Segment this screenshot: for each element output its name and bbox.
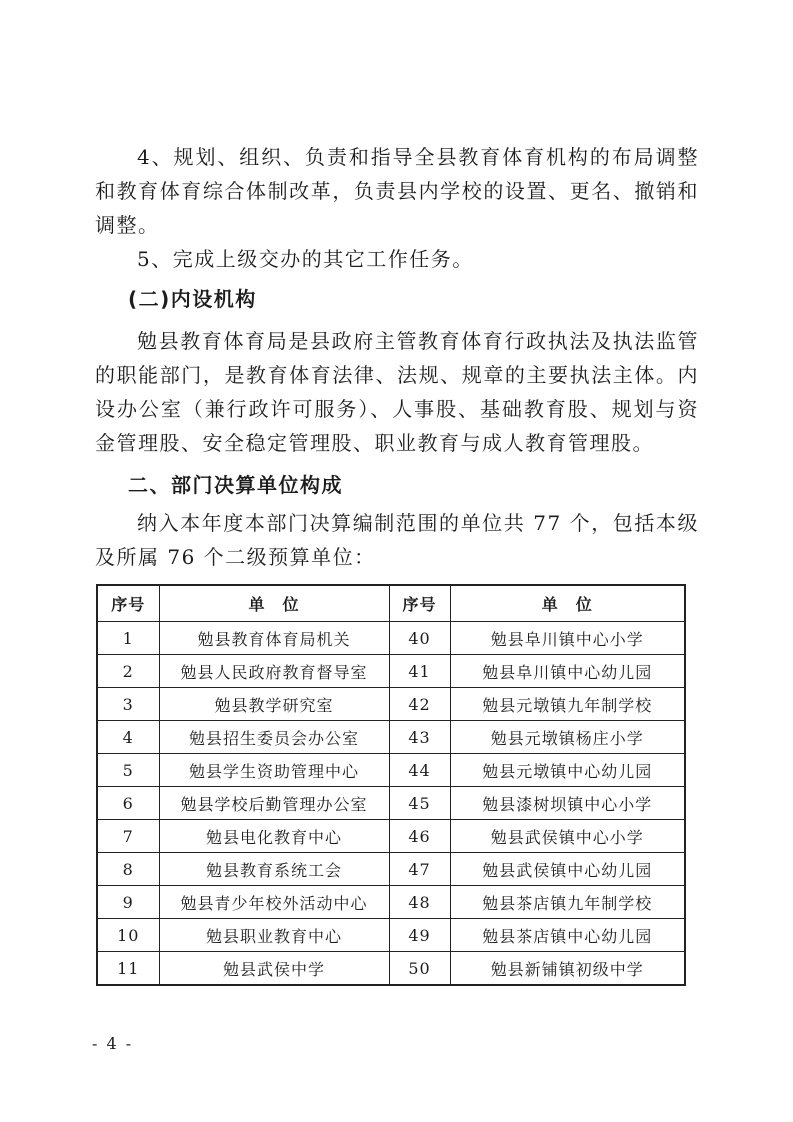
cell-unit-name: 勉县武侯中学 [159, 952, 389, 986]
paragraph-internal-structure: 勉县教育体育局是县政府主管教育体育行政执法及执法监管的职能部门，是教育体育法律、法规、规章的主要执法主体。内设办公室（兼行政许可服务）、人事股、基础教育股、规划与资金管理股、安全稳定管理股、职业教育与成人教育管理股。 [95, 329, 699, 455]
paragraph-budget-units-intro: 纳入本年度本部门决算编制范围的单位共 77 个，包括本级及所属 76 个二级预算单位： [95, 511, 699, 569]
table-row [97, 754, 685, 787]
cell-unit-name: 勉县教育系统工会 [159, 853, 389, 886]
header-serial-right: 序号 [389, 585, 450, 622]
cell-serial: 48 [389, 886, 450, 919]
cell-serial: 5 [97, 754, 159, 787]
cell-serial: 7 [97, 820, 159, 853]
cell-unit-name: 勉县武侯镇中心幼儿园 [450, 853, 685, 886]
cell-serial: 9 [97, 886, 159, 919]
cell-serial: 44 [389, 754, 450, 787]
heading-internal-structure: (二)内设机构 [128, 287, 257, 311]
cell-unit-name: 勉县漆树坝镇中心小学 [450, 787, 685, 820]
cell-serial: 1 [97, 622, 159, 655]
cell-unit-name: 勉县阜川镇中心幼儿园 [450, 655, 685, 688]
table-row [97, 688, 685, 721]
cell-unit-name: 勉县茶店镇九年制学校 [450, 886, 685, 919]
cell-unit-name: 勉县教育体育局机关 [159, 622, 389, 655]
table-row [97, 853, 685, 886]
cell-unit-name: 勉县青少年校外活动中心 [159, 886, 389, 919]
cell-unit-name: 勉县元墩镇中心幼儿园 [450, 754, 685, 787]
cell-serial: 11 [97, 952, 159, 986]
cell-serial: 41 [389, 655, 450, 688]
cell-serial: 47 [389, 853, 450, 886]
cell-unit-name: 勉县职业教育中心 [159, 919, 389, 952]
cell-unit-name: 勉县元墩镇九年制学校 [450, 688, 685, 721]
table-row [97, 886, 685, 919]
table-row [97, 820, 685, 853]
heading-budget-unit-composition: 二、部门决算单位构成 [128, 473, 343, 497]
cell-serial: 4 [97, 721, 159, 754]
cell-unit-name: 勉县人民政府教育督导室 [159, 655, 389, 688]
cell-serial: 43 [389, 721, 450, 754]
table-row [97, 622, 685, 655]
header-unit-left: 单 位 [159, 585, 389, 622]
table-row [97, 655, 685, 688]
paragraph-duty-item-5: 5、完成上级交办的其它工作任务。 [137, 247, 474, 271]
paragraph-duty-item-4: 4、规划、组织、负责和指导全县教育体育机构的布局调整和教育体育综合体制改革，负责县内学校的设置、更名、撤销和调整。 [95, 145, 699, 237]
table-header-row [97, 585, 685, 622]
table-row [97, 919, 685, 952]
document-body [95, 0, 699, 986]
cell-serial: 6 [97, 787, 159, 820]
cell-serial: 10 [97, 919, 159, 952]
cell-unit-name: 勉县茶店镇中心幼儿园 [450, 919, 685, 952]
cell-unit-name: 勉县招生委员会办公室 [159, 721, 389, 754]
cell-unit-name: 勉县阜川镇中心小学 [450, 622, 685, 655]
cell-unit-name: 勉县新铺镇初级中学 [450, 952, 685, 986]
table-row [97, 721, 685, 754]
header-unit-right: 单 位 [450, 585, 685, 622]
cell-serial: 8 [97, 853, 159, 886]
cell-serial: 42 [389, 688, 450, 721]
cell-unit-name: 勉县电化教育中心 [159, 820, 389, 853]
cell-unit-name: 勉县元墩镇杨庄小学 [450, 721, 685, 754]
cell-serial: 40 [389, 622, 450, 655]
cell-serial: 3 [97, 688, 159, 721]
page-number: - 4 - [92, 1034, 134, 1053]
cell-serial: 45 [389, 787, 450, 820]
cell-serial: 50 [389, 952, 450, 986]
table-row [97, 787, 685, 820]
cell-unit-name: 勉县教学研究室 [159, 688, 389, 721]
cell-unit-name: 勉县学生资助管理中心 [159, 754, 389, 787]
budget-units-table [96, 584, 686, 986]
table-row [97, 952, 685, 986]
header-serial-left: 序号 [97, 585, 159, 622]
cell-serial: 49 [389, 919, 450, 952]
cell-unit-name: 勉县学校后勤管理办公室 [159, 787, 389, 820]
cell-serial: 46 [389, 820, 450, 853]
cell-serial: 2 [97, 655, 159, 688]
cell-unit-name: 勉县武侯镇中心小学 [450, 820, 685, 853]
